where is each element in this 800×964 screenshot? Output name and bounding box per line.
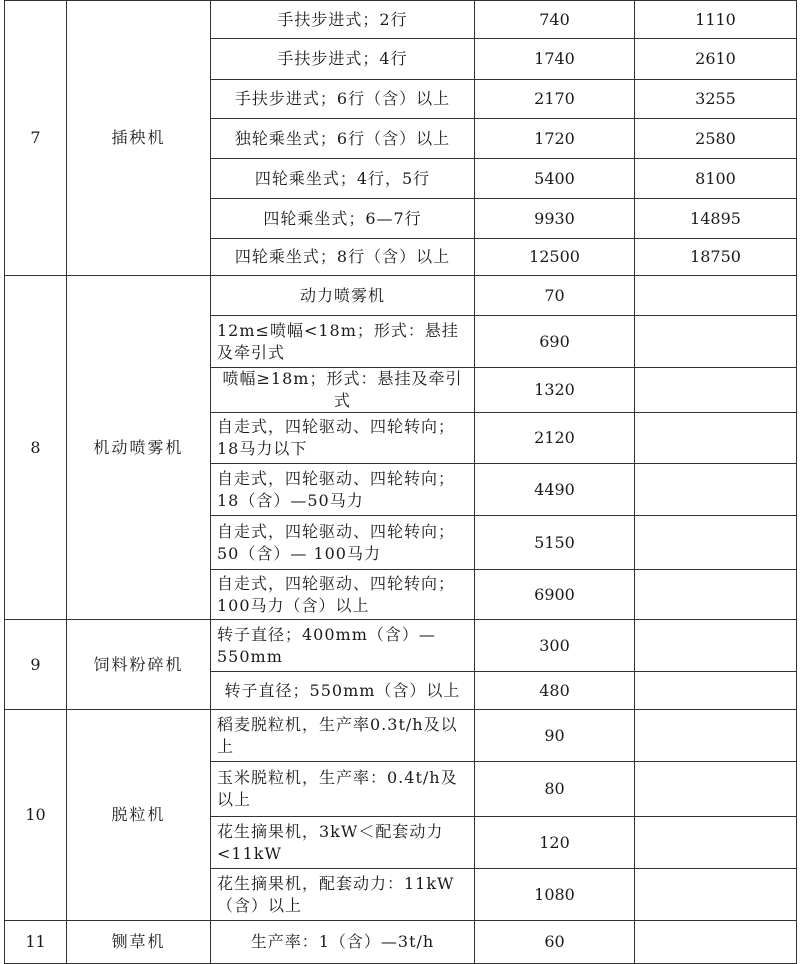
value-cell-2 — [635, 672, 797, 710]
value-cell-1: 80 — [475, 762, 635, 817]
value-cell-2 — [635, 464, 797, 516]
value-cell-1: 300 — [475, 620, 635, 672]
group-index: 7 — [5, 1, 67, 276]
spec-cell: 花生摘果机，配套动力：11kW（含）以上 — [211, 869, 475, 921]
table-row — [5, 276, 797, 316]
value-cell-2 — [635, 276, 797, 316]
value-cell-1: 120 — [475, 817, 635, 869]
spec-cell: 独轮乘坐式；6行（含）以上 — [211, 119, 475, 159]
spec-cell: 花生摘果机，3kW＜配套动力<11kW — [211, 817, 475, 869]
value-cell-1: 2120 — [475, 413, 635, 464]
value-cell-1: 1720 — [475, 119, 635, 159]
value-cell-1: 6900 — [475, 570, 635, 620]
spec-cell: 喷幅≥18m；形式：悬挂及牵引式 — [211, 368, 475, 413]
spec-cell: 自走式，四轮驱动、四轮转向；18（含）—50马力 — [211, 464, 475, 516]
value-cell-1: 740 — [475, 1, 635, 39]
subsidy-table — [4, 0, 797, 964]
value-cell-2: 2580 — [635, 119, 797, 159]
value-cell-1: 60 — [475, 921, 635, 964]
value-cell-1: 5150 — [475, 516, 635, 570]
value-cell-2 — [635, 710, 797, 762]
value-cell-1: 1740 — [475, 39, 635, 80]
spec-cell: 手扶步进式；4行 — [211, 39, 475, 80]
table-body — [5, 1, 797, 964]
value-cell-2 — [635, 817, 797, 869]
machine-name: 饲料粉碎机 — [67, 620, 211, 710]
value-cell-2: 1110 — [635, 1, 797, 39]
value-cell-2 — [635, 921, 797, 964]
value-cell-1: 690 — [475, 316, 635, 368]
value-cell-1: 4490 — [475, 464, 635, 516]
value-cell-2 — [635, 516, 797, 570]
value-cell-2 — [635, 570, 797, 620]
table-row — [5, 710, 797, 762]
value-cell-2 — [635, 620, 797, 672]
table-row — [5, 620, 797, 672]
spec-cell: 12m≤喷幅<18m；形式：悬挂及牵引式 — [211, 316, 475, 368]
value-cell-2 — [635, 869, 797, 921]
spec-cell: 转子直径；400mm（含）—550mm — [211, 620, 475, 672]
value-cell-2: 18750 — [635, 239, 797, 276]
value-cell-2 — [635, 762, 797, 817]
value-cell-1: 2170 — [475, 80, 635, 119]
spec-cell: 自走式，四轮驱动、四轮转向；50（含）— 100马力 — [211, 516, 475, 570]
spec-cell: 四轮乘坐式；8行（含）以上 — [211, 239, 475, 276]
spec-cell: 转子直径；550mm（含）以上 — [211, 672, 475, 710]
value-cell-2: 2610 — [635, 39, 797, 80]
spec-cell: 手扶步进式；6行（含）以上 — [211, 80, 475, 119]
spec-cell: 四轮乘坐式；4行，5行 — [211, 159, 475, 199]
value-cell-1: 5400 — [475, 159, 635, 199]
group-index: 10 — [5, 710, 67, 921]
spec-cell: 生产率：1（含）—3t/h — [211, 921, 475, 964]
machine-name: 脱粒机 — [67, 710, 211, 921]
spec-cell: 自走式，四轮驱动、四轮转向；100马力（含）以上 — [211, 570, 475, 620]
value-cell-1: 1080 — [475, 869, 635, 921]
value-cell-2 — [635, 413, 797, 464]
value-cell-1: 480 — [475, 672, 635, 710]
spec-cell: 稻麦脱粒机，生产率0.3t/h及以上 — [211, 710, 475, 762]
value-cell-2 — [635, 368, 797, 413]
value-cell-1: 70 — [475, 276, 635, 316]
spec-cell: 动力喷雾机 — [211, 276, 475, 316]
value-cell-2: 14895 — [635, 199, 797, 239]
value-cell-2: 8100 — [635, 159, 797, 199]
table-row — [5, 921, 797, 964]
group-index: 8 — [5, 276, 67, 620]
machine-name: 铡草机 — [67, 921, 211, 964]
value-cell-2 — [635, 316, 797, 368]
value-cell-1: 1320 — [475, 368, 635, 413]
spec-cell: 四轮乘坐式；6—7行 — [211, 199, 475, 239]
table-row — [5, 1, 797, 39]
spec-cell: 玉米脱粒机，生产率：0.4t/h及以上 — [211, 762, 475, 817]
value-cell-1: 90 — [475, 710, 635, 762]
value-cell-1: 12500 — [475, 239, 635, 276]
spec-cell: 手扶步进式；2行 — [211, 1, 475, 39]
machine-name: 机动喷雾机 — [67, 276, 211, 620]
value-cell-2: 3255 — [635, 80, 797, 119]
spec-cell: 自走式，四轮驱动、四轮转向；18马力以下 — [211, 413, 475, 464]
machine-name: 插秧机 — [67, 1, 211, 276]
group-index: 9 — [5, 620, 67, 710]
value-cell-1: 9930 — [475, 199, 635, 239]
group-index: 11 — [5, 921, 67, 964]
